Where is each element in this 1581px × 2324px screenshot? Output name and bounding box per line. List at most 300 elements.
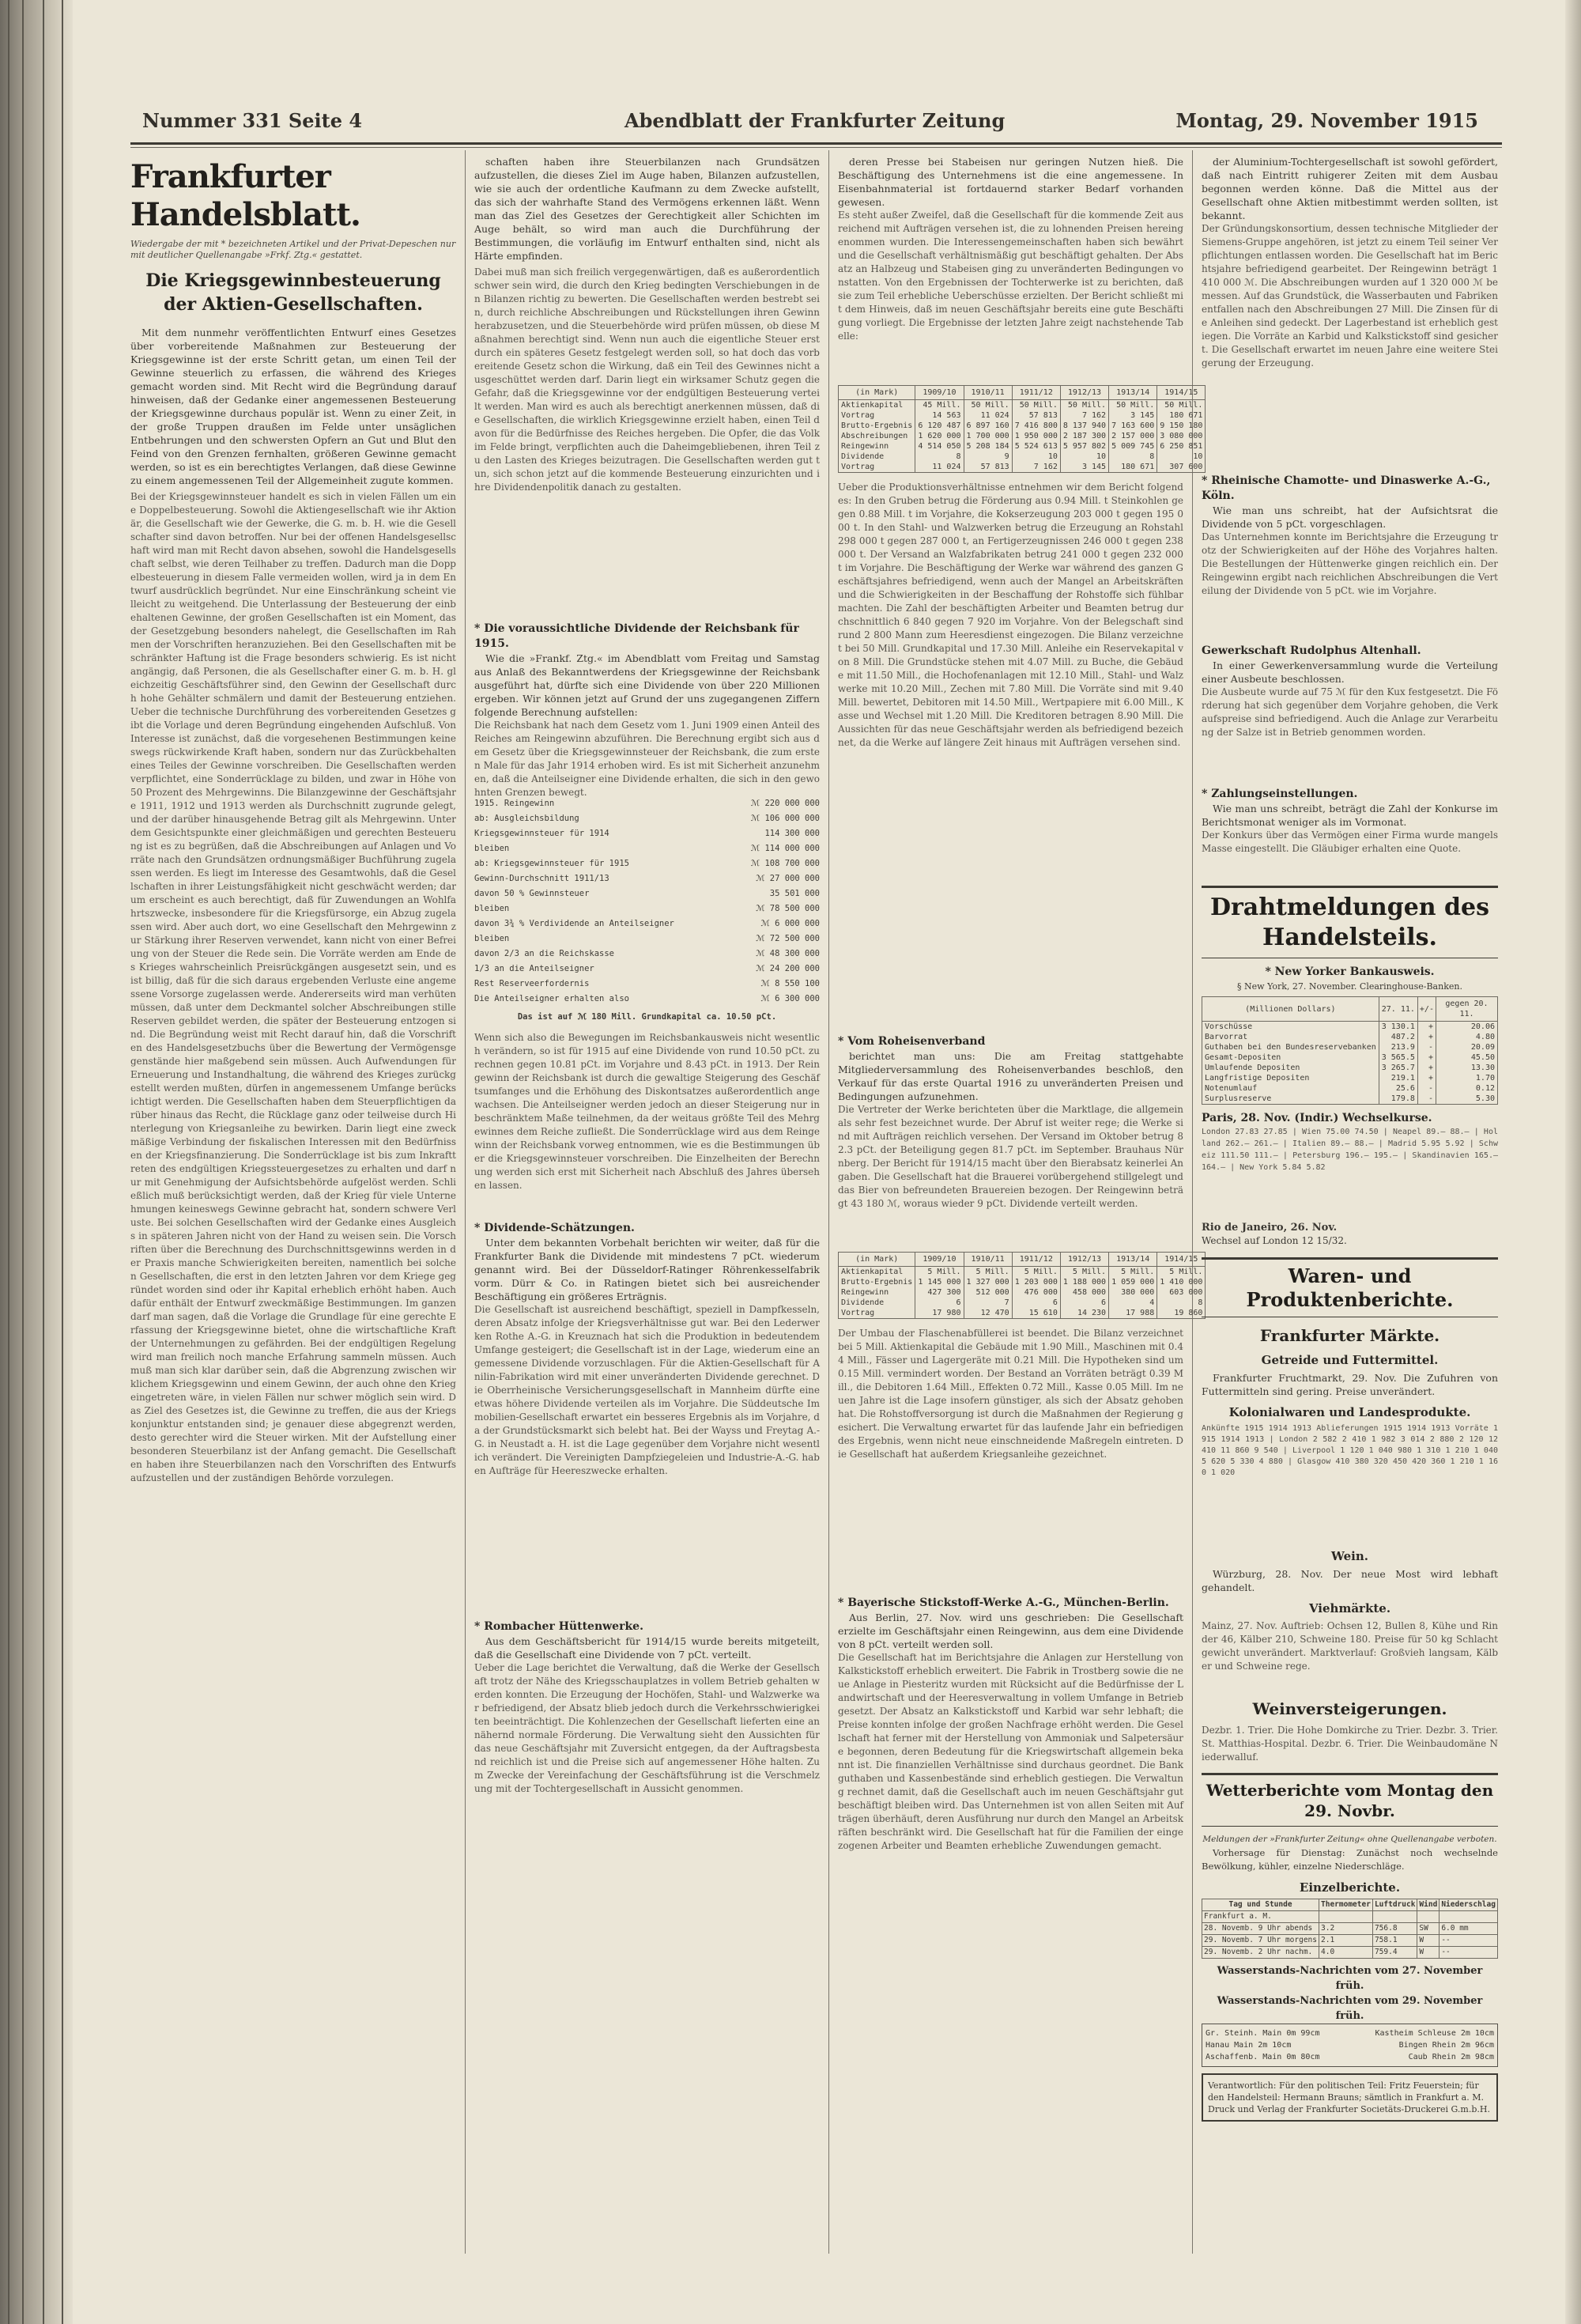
table-row	[1202, 1935, 1498, 1947]
table-row	[1202, 1042, 1498, 1052]
table-cell: Langfristige Depositen	[1202, 1073, 1379, 1083]
wein-head: Wein.	[1331, 1549, 1368, 1563]
table-row	[839, 431, 1206, 441]
table-cell: 2 157 000	[1109, 431, 1157, 441]
water-cell: Kastheim Schleuse 2m 10cm	[1375, 2029, 1494, 2038]
item-text: Wie die »Frankf. Ztg.« im Abendblatt vom Freitag und Samstag aus Anlaß des Bekanntwerdens der Kriegsgewinne der Reichsbank ausgeführt hat, dürfte sich eine Dividende von über 220 Millionen ergeben. Wir können jetzt auf Grund der uns zugegangenen Ziffern folgende Berechnung aufstellen:	[474, 652, 820, 718]
table-row	[1202, 1947, 1498, 1959]
table-cell: 4	[1109, 1298, 1157, 1308]
item-body: Die Gesellschaft hat im Berichtsjahre die Anlagen zur Herstellung von Kalkstickstoff erheblich erweitert. Die Fabrik in Trostberg sowie die neue Anlage in Piesteritz wurden mit Rücksicht auf die Bedürfnisse der Landwirtschaft und der Heeresverwaltung in vollem Umfange in Betrieb gesetzt. Der Absatz an Kalkstickstoff und Karbid war sehr lebhaft; die Preise konnten infolge der großen Nachfrage erhöht werden. Die Gesellschaft hat ferner mit der Herstellung von Ammoniak und Salpetersäure begonnen, deren Bedeutung für die Kriegswirtschaft allgemein bekannt ist. Die finanziellen Verhältnisse sind durchaus geordnet. Die Bankguthaben und Kassenbestände sind erheblich gestiegen. Die Verwaltung rechnet damit, daß die Gesellschaft auch im neuen Geschäftsjahr gut beschäftigt bleiben wird. Das Unternehmen ist von allen Seiten mit Aufträgen überhäuft, deren Ausführung nur durch den Mangel an Arbeitskräften beschränkt wird. Die Gesellschaft hat für die Familien der eingezogenen Arbeiter und Beamten erhebliche Zuwendungen gemacht.	[838, 1652, 1183, 1851]
item-text: In einer Gewerkenversammlung wurde die Verteilung einer Ausbeute beschlossen.	[1202, 659, 1498, 685]
table-cell: 6 897 160	[964, 421, 1012, 431]
table-cell: Vortrag	[839, 410, 915, 421]
table-cell: +	[1417, 1032, 1436, 1042]
table-cell: 5 Mill.	[964, 1267, 1012, 1278]
table-row	[839, 441, 1206, 452]
item-title: * Zahlungseinstellungen.	[1202, 788, 1358, 800]
table-cell: 3.2	[1319, 1923, 1373, 1935]
water-cell: Bingen Rhein 2m 96cm	[1398, 2041, 1494, 2050]
table-cell: Brutto-Ergebnis	[839, 1277, 915, 1287]
calc-value: ℳ 6 300 000	[760, 994, 820, 1003]
weinverst-head: Weinversteigerungen.	[1252, 1699, 1447, 1718]
article-title: Die Kriegsgewinnbesteuerung der Aktien-Gesellschaften.	[145, 270, 441, 315]
table-cell: 17 988	[1109, 1308, 1157, 1319]
table-row	[839, 1298, 1206, 1308]
markets-head: Frankfurter Märkte.	[1259, 1326, 1440, 1345]
water-cell: Caub Rhein 2m 98cm	[1408, 2053, 1494, 2061]
calc-label: ab: Ausgleichsbildung	[474, 814, 579, 823]
table-row	[839, 462, 1206, 473]
table-cell: 2.1	[1319, 1935, 1373, 1947]
table-header-cell: Wind	[1417, 1899, 1440, 1911]
table-row	[839, 1277, 1206, 1287]
table-cell: 512 000	[964, 1287, 1012, 1298]
table-cell: 6	[1060, 1298, 1108, 1308]
bank-report-title: * New Yorker Bankausweis.	[1265, 965, 1435, 978]
calc-value: 114 300 000	[764, 829, 820, 838]
table-cell: 756.8	[1372, 1923, 1417, 1935]
table-cell: 5 Mill.	[1157, 1267, 1206, 1278]
table-cell: 476 000	[1012, 1287, 1060, 1298]
calc-label: davon 2/3 an die Reichskasse	[474, 949, 615, 958]
table-header-cell: 1912/13	[1060, 386, 1108, 400]
item-text: Unter dem bekannten Vorbehalt berichten wir weiter, daß für die Frankfurter Bank die Dividende mit mindestens 7 pCt. wiederum genannt wird. Bei der Düsseldorf-Ratinger Röhrenkesselfabrik vorm. Dürr & Co. in Ratingen bietet sich bei ausreichender Beschäftigung ein größeres Erträgnis.	[474, 1237, 820, 1302]
table-cell: -	[1417, 1042, 1436, 1052]
article-body: Dabei muß man sich freilich vergegenwärtigen, daß es außerordentlich schwer sein wird, die durch den Krieg bedingten Verschiebungen in den Bilanzen richtig zu bewerten. Die Gesellschaften werden bestrebt sein, durch reichliche Abschreibungen und Rückstellungen ihren Gewinn herabzusetzen, und die Steuerbehörde wird prüfen müssen, ob diese Maßnahmen berechtigt sind. Wenn nun auch die eigentliche Steuer erst durch ein späteres Gesetz festgelegt werden soll, so hat doch das vorbereitende Gesetz schon die Wirkung, daß ein Teil des Gewinnes nicht ausgeschüttet werden darf. Darin liegt ein wirksamer Schutz gegen die Gefahr, daß die Kriegsgewinne vor der endgültigen Besteuerung verteilt werden. Man wird es auch als berechtigt anerkennen müssen, daß die Gesellschaften, die wirklich Kriegsgewinne erzielt haben, einen Teil davon für die Bedürfnisse des Reiches hergeben. Die Opfer, die das Volk im Felde bringt, verpflichten auch die Daheimgebliebenen, ihren Teil zu den Lasten des Krieges beizutragen. Die Gesellschaften werden gut tun, sich schon jetzt auf die kommende Besteuerung einzurichten und ihre Dividendenpolitik danach zu gestalten.	[474, 266, 820, 493]
calc-label: bleiben	[474, 844, 510, 853]
table-cell	[1440, 1911, 1498, 1923]
table-cell: 1 620 000	[915, 431, 964, 441]
rio-text: Wechsel auf London 12 15/32.	[1202, 1235, 1347, 1246]
weather-table	[1202, 1899, 1498, 1959]
article-lead: Mit dem nunmehr veröffentlichten Entwurf eines Gesetzes über vorbereitende Maßnahmen zur Besteuerung der Kriegsgewinne ist der erste Schritt getan, um einen Teil der Gewinne steuerlich zu erfassen, die während des Krieges gemacht worden sind. Mit Recht wird die Begründung darauf hinweisen, daß der Gedanke einer angemessenen Besteuerung der Kriegsgewinne durchaus populär ist. Wenn zu einer Zeit, in der große Truppen draußen im Felde unter unsäglichen Entbehrungen und den schwersten Opfern an Gut und Blut den Feind von den Grenzen fernhalten, größeren Gewinne gemacht werden, so ist es ein berechtigtes Verlangen, daß diese Gewinne zu einem angemessenen Teil der Allgemeinheit zugute kommen.	[130, 327, 456, 486]
table-cell: Aktienkapital	[839, 1267, 915, 1278]
calc-row	[474, 901, 820, 916]
item-title: * Die voraussichtliche Dividende der Reichsbank für 1915.	[474, 622, 799, 650]
table-cell: 50 Mill.	[1012, 400, 1060, 411]
table-cell: 3 145	[1109, 410, 1157, 421]
table-cell: 1 188 000	[1060, 1277, 1108, 1287]
table-cell: 17 980	[915, 1308, 964, 1319]
table-cell	[1417, 1911, 1440, 1923]
table-row	[1202, 1094, 1498, 1105]
table-cell: Guthaben bei den Bundesreservebanken	[1202, 1042, 1379, 1052]
table-cell: 1 327 000	[964, 1277, 1012, 1287]
column-rule	[828, 150, 829, 2254]
calc-label: davon 50 % Gewinnsteuer	[474, 889, 590, 898]
table-cell: 10	[1012, 452, 1060, 462]
table-cell: 458 000	[1060, 1287, 1108, 1298]
calc-value: ℳ 6 000 000	[760, 919, 820, 928]
table-cell: Surplusreserve	[1202, 1094, 1379, 1105]
weather-head: Wetterberichte vom Montag den 29. Novbr.	[1202, 1773, 1498, 1827]
calc-value: ℳ 220 000 000	[750, 799, 820, 808]
table-cell: 3 130.1	[1379, 1022, 1417, 1033]
table-row	[839, 400, 1206, 411]
water-head-2: Wasserstands-Nachrichten vom 29. November früh.	[1217, 1995, 1483, 2022]
table-header-cell: Thermometer	[1319, 1899, 1373, 1911]
table-cell: 5 Mill.	[1060, 1267, 1108, 1278]
calc-row	[474, 826, 820, 841]
item-title: * Dividende-Schätzungen.	[474, 1222, 635, 1234]
table-body	[839, 400, 1206, 473]
issue-date: Montag, 29. November 1915	[1175, 109, 1478, 132]
table-header-cell: 1913/14	[1109, 1253, 1157, 1267]
table-cell: 57 813	[964, 462, 1012, 473]
table-cell: 28. Novemb. 9 Uhr abends	[1202, 1923, 1319, 1935]
table-cell: 0.12	[1436, 1083, 1497, 1094]
table-cell: 14 230	[1060, 1308, 1108, 1319]
table-header-cell: 1913/14	[1109, 386, 1157, 400]
water-row	[1206, 2027, 1494, 2039]
article-body: Der Umbau der Flaschenabfüllerei ist beendet. Die Bilanz verzeichnet bei 5 Mill. Aktienkapital die Gebäude mit 1.90 Mill., Maschinen mit 0.44 Mill., Fässer und Lagergeräte mit 0.21 Mill. Die Hypotheken sind um 0.15 Mill. vermindert worden. Der Bestand an Vorräten beträgt 0.39 Mill., die Debitoren 1.64 Mill., Effekten 0.72 Mill., Kasse 0.05 Mill. Im neuen Jahre ist die Lage insofern günstiger, als sich der Absatz gehoben hat. Die Rohstoffversorgung ist durch die Maßnahmen der Regierung gesichert. Die Verwaltung erwartet für das laufende Jahr ein befriedigendes Ergebnis, wenn nicht neue einschneidende Maßregeln eintreten. Die Gesellschaft hat außerdem Kriegsanleihe gezeichnet.	[838, 1328, 1183, 1460]
table-cell: 180 671	[1109, 462, 1157, 473]
weinverst-text: Dezbr. 1. Trier. Die Hohe Domkirche zu Trier. Dezbr. 3. Trier. St. Matthias-Hospital. Dezbr. 6. Trier. Die Weinbaudomäne Niederwalluf.	[1202, 1725, 1498, 1763]
calc-value: 35 501 000	[769, 889, 820, 898]
table-cell: 1 145 000	[915, 1277, 964, 1287]
table-cell: 45 Mill.	[915, 400, 964, 411]
table-cell: Vortrag	[839, 1308, 915, 1319]
item-body: Der Konkurs über das Vermögen einer Firma wurde mangels Masse eingestellt. Die Gläubiger erhalten eine Quote.	[1202, 829, 1498, 854]
imprint: Verantwortlich: Für den politischen Teil: Fritz Feuerstein; für den Handelsteil: Hermann Brauns; sämtlich in Frankfurt a. M. Druck und Verlag der Frankfurter Societäts-Druckerei G.m.b.H.	[1202, 2073, 1498, 2122]
table-header-cell: 1914/15	[1157, 1253, 1206, 1267]
article-body: Bei der Kriegsgewinnsteuer handelt es sich in vielen Fällen um eine Doppelbesteuerung. Sowohl die Aktiengesellschaft wie ihr Aktionär, die Gesellschaft wie der Gewerke, die G. m. b. H. wie die Gesellschafter sind davon betroffen. Nur bei der offenen Handelsgesellschaft wird man mit Recht davon absehen, sowohl die Handelsgesellschaft selbst, wie deren Teilhaber zu treffen. Dadurch man die Doppelbesteuerung in diesem Falle vermeiden wollen, wird ja in dem Entwurf ausdrücklich begründet. Nur eine Einschränkung scheint vielleicht zu weitgehend. Die Unterlassung der Besteuerung der einbehaltenen Gewinne, der großen Gesellschaften ist ein Moment, das der Gesetzgebung besonders nahelegt, die Gesellschaften im Rahmen der Vorschriften heranzuziehen. Bei den Gesellschaften mit beschränkter Haftung ist die Frage besonders schwierig. Es ist nicht angängig, daß Personen, die als Gesellschafter einer G. m. b. H. gleichzeitig Geschäftsführer sind, den Gewinn der Gesellschaft durch hohe Gehälter schmälern und damit der Besteuerung entziehen. Ueber die technische Durchführung des vorbereitenden Gesetzes gibt die Vorlage und deren Begründung eingehenden Aufschluß. Von Interesse ist zunächst, daß die vorgesehenen Bestimmungen keineswegs rückwirkende Kraft haben, sondern nur das Zurückbehalten eines Teiles der Gewinne vorschreiben. Die Gesellschaften werden verpflichtet, eine Sonderrücklage zu bilden, und zwar in Höhe von 50 Prozent des Mehrgewinns. Die Bilanzgewinne der Geschäftsjahre 1911, 1912 und 1913 werden als Durchschnitt zugrunde gelegt, und der darüber hinausgehende Betrag gilt als Mehrgewinn. Unter dem Gesichtspunkte einer gleichmäßigen und gerechten Besteuerung ist es zu begrüßen, daß die Abschreibungen auf Anlagen und Vorräte nach den Grundsätzen ordnungsmäßiger Buchführung zugelassen werden. Es liegt im Interesse des Gesamtwohls, daß die Gesellschaften in ihrer Leistungsfähigkeit nicht geschwächt werden; darum erscheint es auch berechtigt, daß für Zuwendungen an Wohlfahrtszwecke, insbesondere für die Kriegsfürsorge, ein Abzug zugelassen wird. Aber auch dort, wo eine Gesellschaft den Mehrgewinn zur Stärkung ihrer Reserven verwendet, kann nicht von einer Befreiung von der Steuer die Rede sein. Die Vorräte werden am Ende des Krieges wahrscheinlich Preisrückgängen ausgesetzt sein, und es ist billig, daß für die sich daraus ergebenden Verluste eine angemessene Vorsorge zugelassen werde. Andererseits wird man verhüten müssen, daß unter dem Deckmantel solcher Abschreibungen stille Reserven gebildet werden, die später der Besteuerung entzogen sind. Die Begründung weist mit Recht darauf hin, daß die Vorschriften des Handelsgesetzbuchs über die Bewertung der Vermögensgegenstände hier maßgebend sein müssen. Auch Aufwendungen für Erneuerung und Instandhaltung, die während des Krieges zurückgestellt werden mußten, dürfen in angemessenem Umfange berücksichtigt werden. Die Gesellschaften haben dem Steuerpflichtigen darüber hinaus das Recht, die Rücklage ganz oder teilweise durch Hinterlegung von Kriegsanleihe zu bewirken. Darin liegt eine zweckmäßige Verbindung der fiskalischen Interessen mit den Bedürfnissen der Kriegsfinanzierung. Die Sonderrücklage ist bis zum Inkrafttreten des endgültigen Kriegssteuergesetzes zu erhalten und darf nur mit Genehmigung der Aufsichtsbehörde aufgelöst werden. Schließlich muß berücksichtigt werden, daß der Krieg für viele Unternehmungen keineswegs Gewinne gebracht hat, sondern schwere Verluste. Bei solchen Gesellschaften wird der Gedanke eines Ausgleichs in späteren Jahren nicht von der Hand zu weisen sein. Die Vorschriften über die Berechnung des Durchschnittsgewinns werden in der Praxis manche Schwierigkeiten bereiten, namentlich bei solchen Gesellschaften, die erst in den letzten Jahren vor dem Kriege gegründet worden sind oder ihr Kapital erheblich erhöht haben. Auch dafür enthält der Entwurf zweckmäßige Bestimmungen. Im ganzen darf man sagen, daß die Vorlage die Grundlage für eine gerechte Erfassung der Kriegsgewinne bietet, ohne die wirtschaftliche Kraft der Unternehmungen zu gefährden. Bei der endgültigen Regelung wird man freilich noch manche Erfahrung sammeln müssen. Auch muß man sich klar darüber sein, daß die Abgrenzung zwischen wirklichem Kriegsgewinn und einem Gewinn, der auch ohne den Krieg eingetreten wäre, in vielen Fällen nur schwer möglich sein wird. Das Ziel des Gesetzes ist, die Gewinne zu treffen, die aus der Kriegskonjunktur entstanden sind; je genauer diese abgegrenzt werden, desto gerechter wird die Steuer wirken. Mit der Aufstellung einer besonderen Steuerbilanz ist der Anfang gemacht. Die Gesellschaften haben ihre Steuerbilanzen nach den Vorschriften des Entwurfs aufzustellen und der zuständigen Behörde vorzulegen.	[130, 491, 456, 1483]
table-header-cell: Niederschlag	[1440, 1899, 1498, 1911]
table-cell: 5 Mill.	[1012, 1267, 1060, 1278]
table-cell: 603 000	[1157, 1287, 1206, 1298]
column-4	[1202, 155, 1498, 2258]
calc-value: ℳ 48 300 000	[756, 949, 820, 958]
calc-value: ℳ 106 000 000	[750, 814, 820, 823]
table-header-cell: 1910/11	[964, 1253, 1012, 1267]
article-body: Wenn sich also die Bewegungen im Reichsbankausweis nicht wesentlich verändern, so ist für 1915 auf eine Dividende von rund 10.50 pCt. zu rechnen gegen 10.81 pCt. im Vorjahre und 8.43 pCt. in 1913. Der Reingewinn der Reichsbank ist durch die gewaltige Steigerung des Geschäftsumfanges und die Erhöhung des Diskontsatzes außerordentlich angewachsen. Die Anteilseigner werden jedoch an dieser Steigerung nur in beschränktem Maße teilnehmen, da der weitaus größte Teil des Mehrgewinnes dem Reiche zufließt. Die Sonderrücklage wird aus dem Reingewinn der Reichsbank vorweg entnommen, wie es die Bestimmungen über die Kriegsgewinnsteuer vorschreiben. Die Einzelheiten der Berechnung werden sich erst mit Sicherheit nach Abschluß des Jahres übersehen lassen.	[474, 1032, 820, 1191]
table-cell: 5.30	[1436, 1094, 1497, 1105]
table-body	[1202, 1911, 1498, 1959]
column-2	[474, 155, 820, 2258]
section-head-drahtmeldungen: Drahtmeldungen des Handelsteils.	[1202, 886, 1498, 958]
table-cell: 4 514 050	[915, 441, 964, 452]
calc-label: Kriegsgewinnsteuer für 1914	[474, 829, 609, 838]
table-row	[1202, 1083, 1498, 1094]
table-row	[839, 421, 1206, 431]
table-cell: 6 120 487	[915, 421, 964, 431]
calc-row	[474, 796, 820, 811]
table-cell: 8 137 940	[1060, 421, 1108, 431]
article-body: Der Gründungskonsortium, dessen technische Mitglieder der Siemens-Gruppe angehören, ist jetzt zu einem Teil seiner Verpflichtungen entlassen worden. Die Gesellschaft hat im Berichtsjahre befriedigend gearbeitet. Der Reingewinn beträgt 1 410 000 ℳ. Die Abschreibungen wurden auf 1 320 000 ℳ bemessen. Auf das Grundstück, die Wasserbauten und Fabriken entfallen nach den Abschreibungen 27 Mill. Die Zinsen für die Anleihen sind gedeckt. Der Lagerbestand ist erheblich gestiegen. Die Vorräte an Karbid und Kalkstickstoff sind gesichert. Die Gesellschaft erwartet im neuen Jahre eine weitere Steigerung der Erzeugung.	[1202, 223, 1498, 368]
table-header-cell: 1911/12	[1012, 386, 1060, 400]
item-body: Die Gesellschaft ist ausreichend beschäftigt, speziell in Dampfkesseln, deren Absatz infolge der Kriegsverhältnisse gut war. Bei den Lederwerken Rothe A.-G. in Kreuznach hat sich die Produktion in bedeutendem Umfange gesteigert; die Gesellschaft ist in der Lage, wiederum eine angemessene Dividende vorzuschlagen. Für die Aktien-Gesellschaft für Anilin-Fabrikation wird mit einer unveränderten Dividende gerechnet. Die Oberrheinische Versicherungsgesellschaft in Mannheim dürfte eine etwas höhere Dividende verteilen als im Vorjahre. Die Süddeutsche Immobilien-Gesellschaft erwartet ein besseres Ergebnis als im Vorjahre, da der Grundstücksmarkt sich belebt hat. Bei der Wayss und Freytag A.-G. in Neustadt a. H. ist die Lage gegenüber dem Vorjahre nicht wesentlich verändert. Die Vereinigten Dampfziegeleien und Industrie-A.-G. haben Aufträge für Heereszwecke erhalten.	[474, 1304, 820, 1476]
markets-text: Frankfurter Fruchtmarkt, 29. Nov. Die Zufuhren von Futtermitteln sind gering. Preise unverändert.	[1202, 1372, 1498, 1397]
weather-note: Meldungen der »Frankfurter Zeitung« ohne Quellenangabe verboten.	[1202, 1835, 1497, 1844]
table-cell: 1.70	[1436, 1073, 1497, 1083]
calc-row	[474, 841, 820, 856]
calc-row	[474, 871, 820, 886]
table-cell: 180 671	[1157, 410, 1206, 421]
head-rule	[130, 142, 1502, 145]
page-edge	[1565, 0, 1581, 2324]
table-cell: Dividende	[839, 452, 915, 462]
calc-value: ℳ 108 700 000	[750, 859, 820, 868]
item-text: Aus dem Geschäftsbericht für 1914/15 wurde bereits mitgeteilt, daß die Gesellschaft eine Dividende von 7 pCt. verteilt.	[474, 1635, 820, 1661]
water-cell: Gr. Steinh. Main 0m 99cm	[1206, 2029, 1320, 2038]
article-continuation: der Aluminium-Tochtergesellschaft ist sowohl gefördert, daß nach Eintritt ruhigerer Zeiten mit dem Ausbau begonnen werden könne. Daß die Mittel aus der Gesellschaft ohne Aktien mitbestimmt werden sollten, ist bekannt.	[1202, 156, 1498, 221]
calc-result: Das ist auf ℳ 180 Mill. Grundkapital ca. 10.50 pCt.	[517, 1012, 777, 1022]
table-row	[1202, 1063, 1498, 1073]
masthead-note: Wiedergabe der mit * bezeichneten Artikel und der Privat-Depeschen nur mit deutlicher Quellenangabe »Frkf. Ztg.« gestattet.	[130, 239, 456, 260]
table-cell: Frankfurt a. M.	[1202, 1911, 1319, 1923]
item-title: * Vom Roheisenverband	[838, 1035, 986, 1048]
water-row	[1206, 2039, 1494, 2051]
table-header-cell: 1914/15	[1157, 386, 1206, 400]
kolonial-stats: Ankünfte 1915 1914 1913 Ablieferungen 1915 1914 1913 Vorräte 1915 1914 1913 | London 2 582 2 410 1 982 3 014 2 880 2 120 12 410 11 860 9 540 | Liverpool 1 120 1 040 980 1 310 1 210 1 040 5 620 5 330 4 880 | Glasgow 410 380 320 450 420 360 1 210 1 160 1 020	[1202, 1424, 1498, 1477]
item-body: Das Unternehmen konnte im Berichtsjahre die Erzeugung trotz der Schwierigkeiten auf der Höhe des Vorjahres halten. Die Bestellungen der Hüttenwerke gingen reichlich ein. Der Reingewinn ergibt nach reichlichen Abschreibungen die Verteilung der Dividende von 5 pCt. wie im Vorjahre.	[1202, 531, 1498, 596]
table-header-row	[1202, 997, 1498, 1022]
running-head	[134, 109, 1494, 141]
table-cell: 45.50	[1436, 1052, 1497, 1063]
table-body	[1202, 1022, 1498, 1105]
bank-report-sub: § New York, 27. November. Clearinghouse-Banken.	[1237, 981, 1462, 992]
calc-label: davon 3¾ % Verdividende an Anteilseigner	[474, 919, 674, 928]
item-body: Die Vertreter der Werke berichteten über die Marktlage, die allgemein als sehr fest bezeichnet wurde. Der Abruf ist weiter rege; die Werke sind mit Aufträgen reichlich versehen. Der Versand im Oktober betrug 82.3 pCt. der Beteiligung gegen 81.7 pCt. im September. Brauhaus Nürnberg. Der Bericht für 1914/15 macht über den Bierabsatz keinerlei Angaben. Die Gesellschaft hat die Brauerei vorübergehend stillgelegt und das Bier von befreundeten Brauereien bezogen. Der Reingewinn beträgt 43 180 ℳ, woraus wieder 9 pCt. Dividende verteilt werden.	[838, 1104, 1183, 1209]
table-body	[839, 1267, 1206, 1319]
table-cell: 19 860	[1157, 1308, 1206, 1319]
table-cell: 759.4	[1372, 1947, 1417, 1959]
table-cell: 57 813	[1012, 410, 1060, 421]
calc-row	[474, 931, 820, 947]
item-body: Die Ausbeute wurde auf 75 ℳ für den Kux festgesetzt. Die Förderung hat sich gegenüber dem Vorjahre gehoben, die Verkaufspreise sind befriedigend. Auch die Anlage zur Verarbeitung der Salze ist in Betrieb genommen worden.	[1202, 686, 1498, 738]
table-header-cell: 1912/13	[1060, 1253, 1108, 1267]
calc-label: 1/3 an die Anteilseigner	[474, 964, 594, 973]
table-cell: 1 410 000	[1157, 1277, 1206, 1287]
table-row	[1202, 1052, 1498, 1063]
table-row	[839, 452, 1206, 462]
table-cell: 4.80	[1436, 1032, 1497, 1042]
table-cell: 3 080 000	[1157, 431, 1206, 441]
table-cell: 179.8	[1379, 1094, 1417, 1105]
table-cell: W	[1417, 1947, 1440, 1959]
table-cell: 10	[1060, 452, 1108, 462]
table-row	[839, 410, 1206, 421]
table-cell: +	[1417, 1073, 1436, 1083]
table-cell: 1 950 000	[1012, 431, 1060, 441]
table-cell: 25.6	[1379, 1083, 1417, 1094]
calc-label: Die Anteilseigner erhalten also	[474, 994, 629, 1003]
calc-value: ℳ 78 500 000	[756, 904, 820, 913]
calc-row	[474, 992, 820, 1007]
water-cell: Hanau Main 2m 10cm	[1206, 2041, 1292, 2050]
table-cell: 50 Mill.	[964, 400, 1012, 411]
table-row	[1202, 1073, 1498, 1083]
item-text: Wie man uns schreibt, beträgt die Zahl der Konkurse im Berichtsmonat weniger als im Vormonat.	[1202, 803, 1498, 828]
calc-row	[474, 977, 820, 992]
table-cell: +	[1417, 1063, 1436, 1073]
table-cell: +	[1417, 1022, 1436, 1033]
table-cell: 14 563	[915, 410, 964, 421]
table-cell: 219.1	[1379, 1073, 1417, 1083]
table-cell	[1319, 1911, 1373, 1923]
table-cell: 6	[915, 1298, 964, 1308]
table-cell: 5 Mill.	[1109, 1267, 1157, 1278]
einzel-head: Einzelberichte.	[1299, 1880, 1401, 1895]
table-cell: 4.0	[1319, 1947, 1373, 1959]
table-cell: 11 024	[964, 410, 1012, 421]
table-header-cell: 1909/10	[915, 386, 964, 400]
exchange-rates: London 27.83 27.85 | Wien 75.00 74.50 | Neapel 89.— 88.— | Holland 262.— 261.— | Italien 89.— 88.— | Madrid 5.95 5.92 | Schweiz 111.50 111.— | Petersburg 196.— 195.— | Skandinavien 165.— 164.— | New York 5.84 5.82	[1202, 1128, 1498, 1172]
section-head-waren: Waren- und Produktenberichte.	[1202, 1257, 1498, 1317]
table-row	[1202, 1032, 1498, 1042]
table-cell: 5 524 613	[1012, 441, 1060, 452]
table-cell: -	[1417, 1083, 1436, 1094]
table-cell: 15 610	[1012, 1308, 1060, 1319]
table-cell: 13.30	[1436, 1063, 1497, 1073]
calc-row	[474, 916, 820, 931]
calc-row	[474, 962, 820, 977]
head-rule	[130, 147, 1502, 148]
table-cell: +	[1417, 1052, 1436, 1063]
binding-line	[22, 0, 24, 2324]
item-text: berichtet man uns: Die am Freitag stattgehabte Mitgliederversammlung des Roheisenverbandes beschloß, den Verkauf für das erste Quartal 1916 zu unveränderten Preisen und Bedingungen aufzunehmen.	[838, 1050, 1183, 1102]
table-cell: 29. Novemb. 2 Uhr nachm.	[1202, 1947, 1319, 1959]
table-header-cell: 27. 11.	[1379, 997, 1417, 1022]
calc-row	[474, 947, 820, 962]
table-cell: 1 203 000	[1012, 1277, 1060, 1287]
calc-label: Gewinn-Durchschnitt 1911/13	[474, 874, 609, 883]
table-row	[839, 1308, 1206, 1319]
table-header-cell: 1909/10	[915, 1253, 964, 1267]
table-header-cell: (Millionen Dollars)	[1202, 997, 1379, 1022]
table-header-cell: (in Mark)	[839, 386, 915, 400]
rio-head: Rio de Janeiro, 26. Nov.	[1202, 1222, 1338, 1234]
binding-line	[8, 0, 9, 2324]
table-cell: 29. Novemb. 7 Uhr morgens	[1202, 1935, 1319, 1947]
table-cell: 380 000	[1109, 1287, 1157, 1298]
water-cell: Aschaffenb. Main 0m 80cm	[1206, 2053, 1320, 2061]
column-1	[130, 155, 456, 2258]
table-row	[839, 1267, 1206, 1278]
table-header-cell: 1911/12	[1012, 1253, 1060, 1267]
table-cell: 5 Mill.	[915, 1267, 964, 1278]
table-cell: Gesamt-Depositen	[1202, 1052, 1379, 1063]
table-cell: 9	[964, 452, 1012, 462]
table-header-cell: Tag und Stunde	[1202, 1899, 1319, 1911]
table-cell: 213.9	[1379, 1042, 1417, 1052]
item-title: * Rombacher Hüttenwerke.	[474, 1620, 643, 1633]
table-cell: --	[1440, 1947, 1498, 1959]
calc-value: ℳ 27 000 000	[756, 874, 820, 883]
table-cell: 5 208 184	[964, 441, 1012, 452]
table-cell: 6	[1012, 1298, 1060, 1308]
table-cell: 758.1	[1372, 1935, 1417, 1947]
table-cell: 20.06	[1436, 1022, 1497, 1033]
table-cell: 6 250 851	[1157, 441, 1206, 452]
calc-label: ab: Kriegsgewinnsteuer für 1915	[474, 859, 629, 868]
table-cell: Abschreibungen	[839, 431, 915, 441]
table-cell: 8	[1109, 452, 1157, 462]
calc-label: bleiben	[474, 904, 510, 913]
article-continuation: schaften haben ihre Steuerbilanzen nach Grundsätzen aufzustellen, die dieses Ziel im Auge haben, Bilanzen aufzustellen, wie sie auch der ordentliche Kaufmann zu dem Zwecke aufstellt, das sich der wahrhafte Stand des Vermögens erkennen läßt. Wenn man das Ziel des Gesetzes der Gerechtigkeit aller Schichten im Auge behält, so wird man auch die Durchführung der Bestimmungen, die vorläufig im Entwurf enthalten sind, nicht als Härte empfinden.	[474, 156, 820, 262]
water-row	[1206, 2051, 1494, 2063]
table-cell: -	[1417, 1094, 1436, 1105]
table-cell: 5 009 745	[1109, 441, 1157, 452]
table-header-row	[839, 386, 1206, 400]
table-cell: 50 Mill.	[1157, 400, 1206, 411]
table-cell: Reingewinn	[839, 1287, 915, 1298]
item-body: Ueber die Lage berichtet die Verwaltung, daß die Werke der Gesellschaft trotz der Nähe des Kriegsschauplatzes in vollem Betrieb gehalten werden konnten. Die Erzeugung der Hochöfen, Stahl- und Walzwerke war befriedigend, der Absatz blieb jedoch durch die Verkehrsschwierigkeiten beeinträchtigt. Die Kohlenzechen der Gesellschaft lieferten eine annähernd normale Förderung. Die Verwaltung sieht den Aussichten für das neue Geschäftsjahr mit Zuversicht entgegen, da der Auftragsbestand reichlich ist und die Preise sich auf angemessener Höhe halten. Zum Zwecke der Vereinfachung der Geschäftsführung ist die Verschmelzung mit der Tochtergesellschaft in Aussicht genommen.	[474, 1662, 820, 1794]
table-cell: 3 265.7	[1379, 1063, 1417, 1073]
table-cell: Vorschüsse	[1202, 1022, 1379, 1033]
table-cell: --	[1440, 1935, 1498, 1947]
table-cell: Notenumlauf	[1202, 1083, 1379, 1094]
table-cell: 7	[964, 1298, 1012, 1308]
table-cell: 7 162	[1012, 462, 1060, 473]
table-header-cell: Luftdruck	[1372, 1899, 1417, 1911]
table-cell: 11 024	[915, 462, 964, 473]
item-title: Gewerkschaft Rudolphus Altenhall.	[1202, 644, 1421, 657]
item-body: Die Reichsbank hat nach dem Gesetz vom 1. Juni 1909 einen Anteil des Reiches am Reingewinn abzuführen. Die Berechnung ergibt sich aus dem Gesetz über die Kriegsgewinnsteuer der Reichsbank, die zum ersten Male für das Jahr 1914 erhoben wird. Es ist mit Sicherheit anzunehmen, daß die Anteilseigner eine Dividende erhalten, die sich in den gewohnten Grenzen bewegt.	[474, 720, 820, 798]
calc-row	[474, 886, 820, 901]
water-head-1: Wasserstands-Nachrichten vom 27. November früh.	[1217, 1965, 1483, 1992]
table-cell: 50 Mill.	[1060, 400, 1108, 411]
bank-table	[1202, 996, 1498, 1105]
table-cell: 7 163 600	[1109, 421, 1157, 431]
calc-value: ℳ 24 200 000	[756, 964, 820, 973]
article-body: Es steht außer Zweifel, daß die Gesellschaft für die kommende Zeit ausreichend mit Aufträgen versehen ist, die zu lohnenden Preisen hereingenommen wurden. Die Interessengemeinschaften haben sich bewährt und die Gesellschaft verhältnismäßig gut beschäftigt gehalten. Der Absatz an Halbzeug und Stabeisen ging zu unveränderten Bedingungen vonstatten. Von den Ergebnissen der Tochterwerke ist zu berichten, daß sie zum Teil erhebliche Ueberschüsse erzielten. Der Bericht schließt mit dem Hinweis, daß im neuen Geschäftsjahr bereits eine gute Beschäftigung vorliegt. Die Ergebnisse der letzten Jahre zeigt nachstehende Tabelle:	[838, 210, 1183, 342]
table-cell: 427 300	[915, 1287, 964, 1298]
article-continuation: deren Presse bei Stabeisen nur geringen Nutzen hieß. Die Beschäftigung des Unternehmens ist die eine angemessene. In Eisenbahnmaterial ist fortdauernd starker Bedarf vorhanden gewesen.	[838, 156, 1183, 208]
table-cell: Reingewinn	[839, 441, 915, 452]
table-row	[839, 1287, 1206, 1298]
book-binding	[0, 0, 73, 2324]
table-header-row	[1202, 1899, 1498, 1911]
binding-line	[43, 0, 44, 2324]
vieh-text: Mainz, 27. Nov. Auftrieb: Ochsen 12, Bullen 8, Kühe und Rinder 46, Kälber 210, Schweine 180. Preise für 50 kg Schlachtgewicht unverändert. Marktverlauf: Großvieh langsam, Kälber und Schweine rege.	[1202, 1620, 1498, 1672]
binding-line	[62, 0, 63, 2324]
page-number: Nummer 331 Seite 4	[142, 109, 363, 132]
table-cell: 1 700 000	[964, 431, 1012, 441]
table-cell: 7 162	[1060, 410, 1108, 421]
paris-head: Paris, 28. Nov. (Indir.) Wechselkurse.	[1202, 1112, 1432, 1124]
vieh-head: Viehmärkte.	[1308, 1601, 1391, 1615]
dividend-calculation	[474, 796, 820, 1025]
column-rule	[465, 150, 466, 2254]
table-cell: 3 565.5	[1379, 1052, 1417, 1063]
calc-label: Rest Reserveerfordernis	[474, 979, 590, 988]
section-masthead: Frankfurter Handelsblatt.	[130, 158, 360, 233]
calc-value: ℳ 8 550 100	[760, 979, 820, 988]
table-cell	[1372, 1911, 1417, 1923]
table-header-cell: (in Mark)	[839, 1253, 915, 1267]
table-cell: 5 957 802	[1060, 441, 1108, 452]
table-row	[1202, 1923, 1498, 1935]
table-header-cell: gegen 20. 11.	[1436, 997, 1497, 1022]
table-cell: Barvorrat	[1202, 1032, 1379, 1042]
table-header-cell: +/-	[1417, 997, 1436, 1022]
table-cell: 8	[1157, 1298, 1206, 1308]
newspaper-name: Abendblatt der Frankfurter Zeitung	[624, 109, 1006, 132]
table-cell: W	[1417, 1935, 1440, 1947]
table-header-cell: 1910/11	[964, 386, 1012, 400]
table-cell: 9 150 180	[1157, 421, 1206, 431]
table-cell: 8	[915, 452, 964, 462]
calc-label: bleiben	[474, 934, 510, 943]
table-cell: 2 187 300	[1060, 431, 1108, 441]
table-cell: Aktienkapital	[839, 400, 915, 411]
table-header-row	[839, 1253, 1206, 1267]
table-cell: Vortrag	[839, 462, 915, 473]
table-cell: 10	[1157, 452, 1206, 462]
table-cell: Brutto-Ergebnis	[839, 421, 915, 431]
table-cell: 7 416 800	[1012, 421, 1060, 431]
